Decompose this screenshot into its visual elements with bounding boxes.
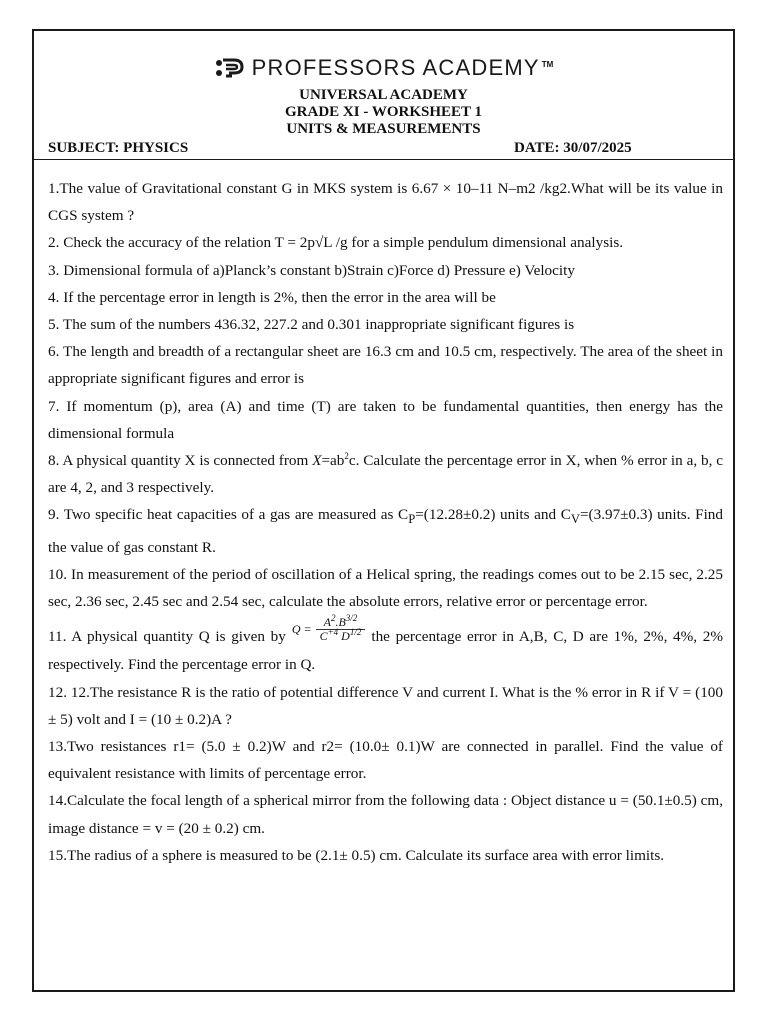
trademark-mark: TM (541, 59, 554, 69)
brand-header (34, 53, 733, 83)
question-4: 4. If the percentage error in length is 2%, then the error in the area will be (48, 288, 496, 306)
professors-academy-logo-icon (214, 56, 246, 80)
question-8-exponent: 2 (344, 450, 349, 461)
question-9-text-b: =(12.28±0.2) units and C (415, 506, 571, 524)
header-divider (34, 159, 733, 160)
school-name: UNIVERSAL ACADEMY (299, 87, 468, 103)
formula-denominator (316, 627, 366, 644)
question-8-text-a: 8. A physical quantity X is connected from (48, 452, 313, 470)
formula-b-exp: 3/2 (345, 613, 358, 624)
question-9-text-c: =(3.97±0.3) units. Find the value of gas constant R. (48, 506, 723, 556)
question-1: 1.The value of Gravitational constant G in MKS system is 6.67 × 10–11 N–m2 /kg2.What will be its value in CGS system ? (48, 180, 723, 225)
formula-fraction (316, 613, 366, 644)
question-9-text-a: 9. Two specific heat capacities of a gas are measured as C (48, 506, 409, 524)
worksheet-frame (32, 29, 735, 992)
question-15: 15.The radius of a sphere is measured to be (2.1± 0.5) cm. Calculate its surface area with error limits. (48, 846, 665, 864)
formula-a-exp: 2 (330, 613, 336, 624)
formula-d-exp: 1/2 (349, 627, 362, 638)
question-9-subscript-p: P (408, 512, 416, 527)
question-7: 7. If momentum (p), area (A) and time (T) are taken to be fundamental quantities, then energy has the dimensional formula (48, 397, 723, 442)
formula-c-exp: +4 (327, 627, 339, 638)
worksheet-title: GRADE XI - WORKSHEET 1 (285, 104, 482, 120)
question-2: 2. Check the accuracy of the relation T = 2p√L /g for a simple pendulum dimensional analysis. (48, 234, 624, 252)
question-11-text-b: the percentage error in A,B, C, D are 1%, 2%, 4%, 2% respectively. Find the percentage error in Q. (48, 628, 723, 674)
question-3: 3. Dimensional formula of a)Planck’s constant b)Strain c)Force d) Pressure e) Velocity (48, 261, 575, 279)
question-8 (48, 447, 723, 501)
question-8-text-c: c. Calculate the percentage error in X, when % error in a, b, c are 4, 2, and 3 respectively. (48, 452, 724, 497)
question-5: 5. The sum of the numbers 436.32, 227.2 and 0.301 inappropriate significant figures is (48, 316, 575, 334)
formula-c: C (319, 629, 328, 644)
q-formula (291, 613, 366, 644)
question-11-text-a: 11. A physical quantity Q is given by (48, 628, 286, 646)
question-8-text-b: =ab (321, 452, 345, 470)
subject-label: SUBJECT: PHYSICS (48, 140, 189, 156)
question-8-variable: X (312, 452, 322, 470)
formula-lhs: Q = (291, 622, 312, 637)
question-11 (48, 613, 723, 678)
question-6: 6. The length and breadth of a rectangular sheet are 16.3 cm and 10.5 cm, respectively. The area of the sheet in appropriate significant figures and error is (48, 343, 723, 388)
formula-a: A (323, 615, 331, 630)
formula-d: D (338, 629, 350, 644)
question-10: 10. In measurement of the period of oscillation of a Helical spring, the readings comes out to be 2.15 sec, 2.25 sec, 2.36 sec, 2.45 sec and 2.54 sec, calculate the absolute errors, relative error or percentage error. (48, 565, 723, 611)
question-list (48, 175, 723, 869)
topic-title: UNITS & MEASUREMENTS (286, 121, 481, 137)
question-13: 13.Two resistances r1= (5.0 ± 0.2)W and r2= (10.0± 0.1)W are connected in parallel. Find the value of equivalent resistance with limits of percentage error. (48, 737, 723, 783)
question-9-subscript-v: V (570, 512, 580, 527)
question-14: 14.Calculate the focal length of a spherical mirror from the following data : Object distance u = (50.1±0.5) cm, image distance = v = (20 ± 0.2) cm. (48, 792, 723, 837)
formula-b: .B (335, 615, 346, 630)
question-12: 12. 12.The resistance R is the ratio of potential difference V and current I. What is the % error in R if V = (100 ± 5) volt and I = (10 ± 0.2)A ? (48, 683, 723, 728)
question-9 (48, 501, 723, 560)
brand-name: PROFESSORS ACADEMY (251, 55, 540, 80)
date-label: DATE: 30/07/2025 (514, 140, 632, 156)
